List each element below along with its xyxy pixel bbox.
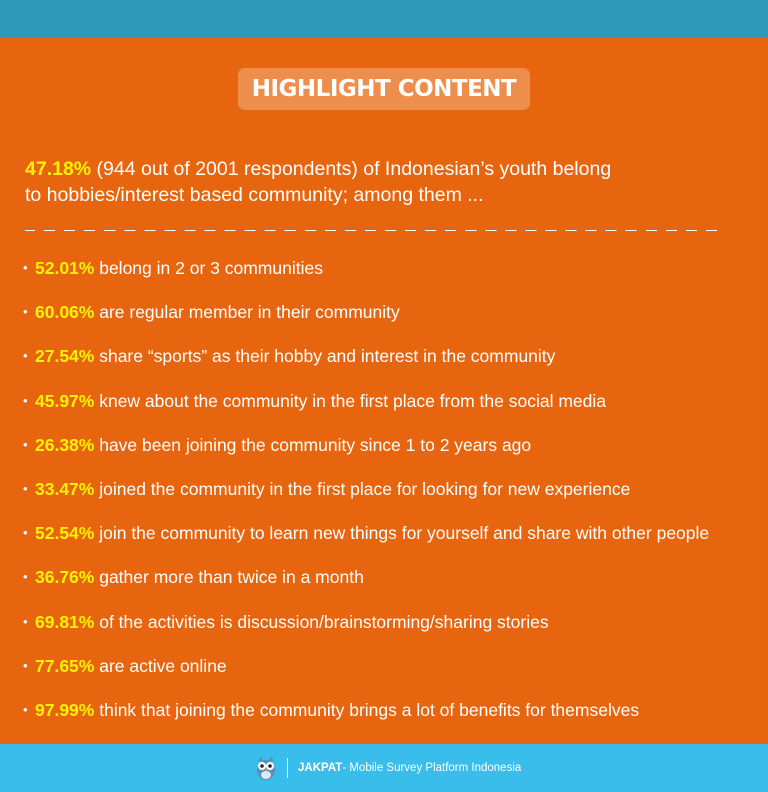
- list-item: [23, 564, 763, 608]
- bullet-icon: •: [23, 436, 28, 452]
- item-text: think that joining the community brings a lot of benefits for themselves: [94, 699, 640, 720]
- item-percent: 52.54%: [35, 523, 95, 544]
- footer-separator: [287, 758, 288, 778]
- item-percent: 52.01%: [35, 258, 95, 278]
- intro-highlight-percent: 47.18%: [25, 158, 92, 180]
- item-percent: 45.97%: [35, 390, 95, 411]
- bullet-icon: •: [23, 525, 28, 541]
- item-text: have been joining the community since 1 to 2 years ago: [94, 434, 532, 455]
- item-text: join the community to learn new things for yourself and share with other people: [94, 523, 710, 544]
- item-percent: 33.47%: [35, 478, 95, 499]
- bullet-icon: •: [23, 657, 28, 673]
- list-item: [23, 388, 763, 432]
- item-text: knew about the community in the first place from the social media: [94, 390, 606, 411]
- item-percent: 69.81%: [35, 611, 95, 632]
- bullet-icon: •: [23, 701, 28, 717]
- list-item: [23, 299, 763, 343]
- list-item: [23, 255, 763, 299]
- intro-text-line1: (944 out of 2001 respondents) of Indonesian’s youth belong: [91, 158, 612, 180]
- item-percent: 27.54%: [35, 346, 95, 367]
- footer-branding: [255, 755, 521, 781]
- bullet-icon: •: [23, 348, 28, 364]
- list-item: [23, 697, 763, 741]
- top-bar: [0, 0, 768, 38]
- list-item: [23, 520, 763, 564]
- footer-tagline: - Mobile Survey Platform Indonesia: [342, 762, 522, 774]
- footer: [0, 744, 768, 792]
- item-percent: 60.06%: [35, 302, 95, 323]
- bullet-icon: •: [23, 392, 28, 408]
- list-item: [23, 609, 763, 653]
- item-text: gather more than twice in a month: [94, 567, 364, 588]
- intro-text-line2: to hobbies/interest based community; among them ...: [25, 184, 484, 206]
- list-item: [23, 432, 763, 476]
- item-percent: 36.76%: [35, 567, 95, 588]
- item-percent: 97.99%: [35, 699, 95, 720]
- item-text: joined the community in the first place for looking for new experience: [94, 478, 631, 499]
- item-percent: 26.38%: [35, 434, 95, 455]
- item-text: are regular member in their community: [94, 302, 400, 323]
- item-text: of the activities is discussion/brainstorming/sharing stories: [94, 611, 549, 632]
- bullet-icon: •: [23, 480, 28, 496]
- item-text: belong in 2 or 3 communities: [94, 258, 323, 278]
- bullet-icon: •: [23, 613, 28, 629]
- owl-icon: [255, 755, 277, 781]
- bullet-icon: •: [23, 569, 28, 585]
- stats-list: [23, 255, 763, 741]
- item-text: are active online: [94, 655, 227, 676]
- intro-paragraph: [25, 156, 745, 208]
- bullet-icon: •: [23, 304, 28, 320]
- page-title: HIGHLIGHT CONTENT: [238, 68, 531, 110]
- list-item: [23, 343, 763, 387]
- item-percent: 77.65%: [35, 655, 95, 676]
- list-item: [23, 653, 763, 697]
- footer-brand: JAKPAT: [298, 762, 343, 774]
- dashed-divider: [25, 230, 725, 231]
- header: [0, 68, 768, 110]
- item-text: share “sports” as their hobby and interest in the community: [94, 346, 556, 367]
- list-item: [23, 476, 763, 520]
- bullet-icon: •: [23, 260, 28, 275]
